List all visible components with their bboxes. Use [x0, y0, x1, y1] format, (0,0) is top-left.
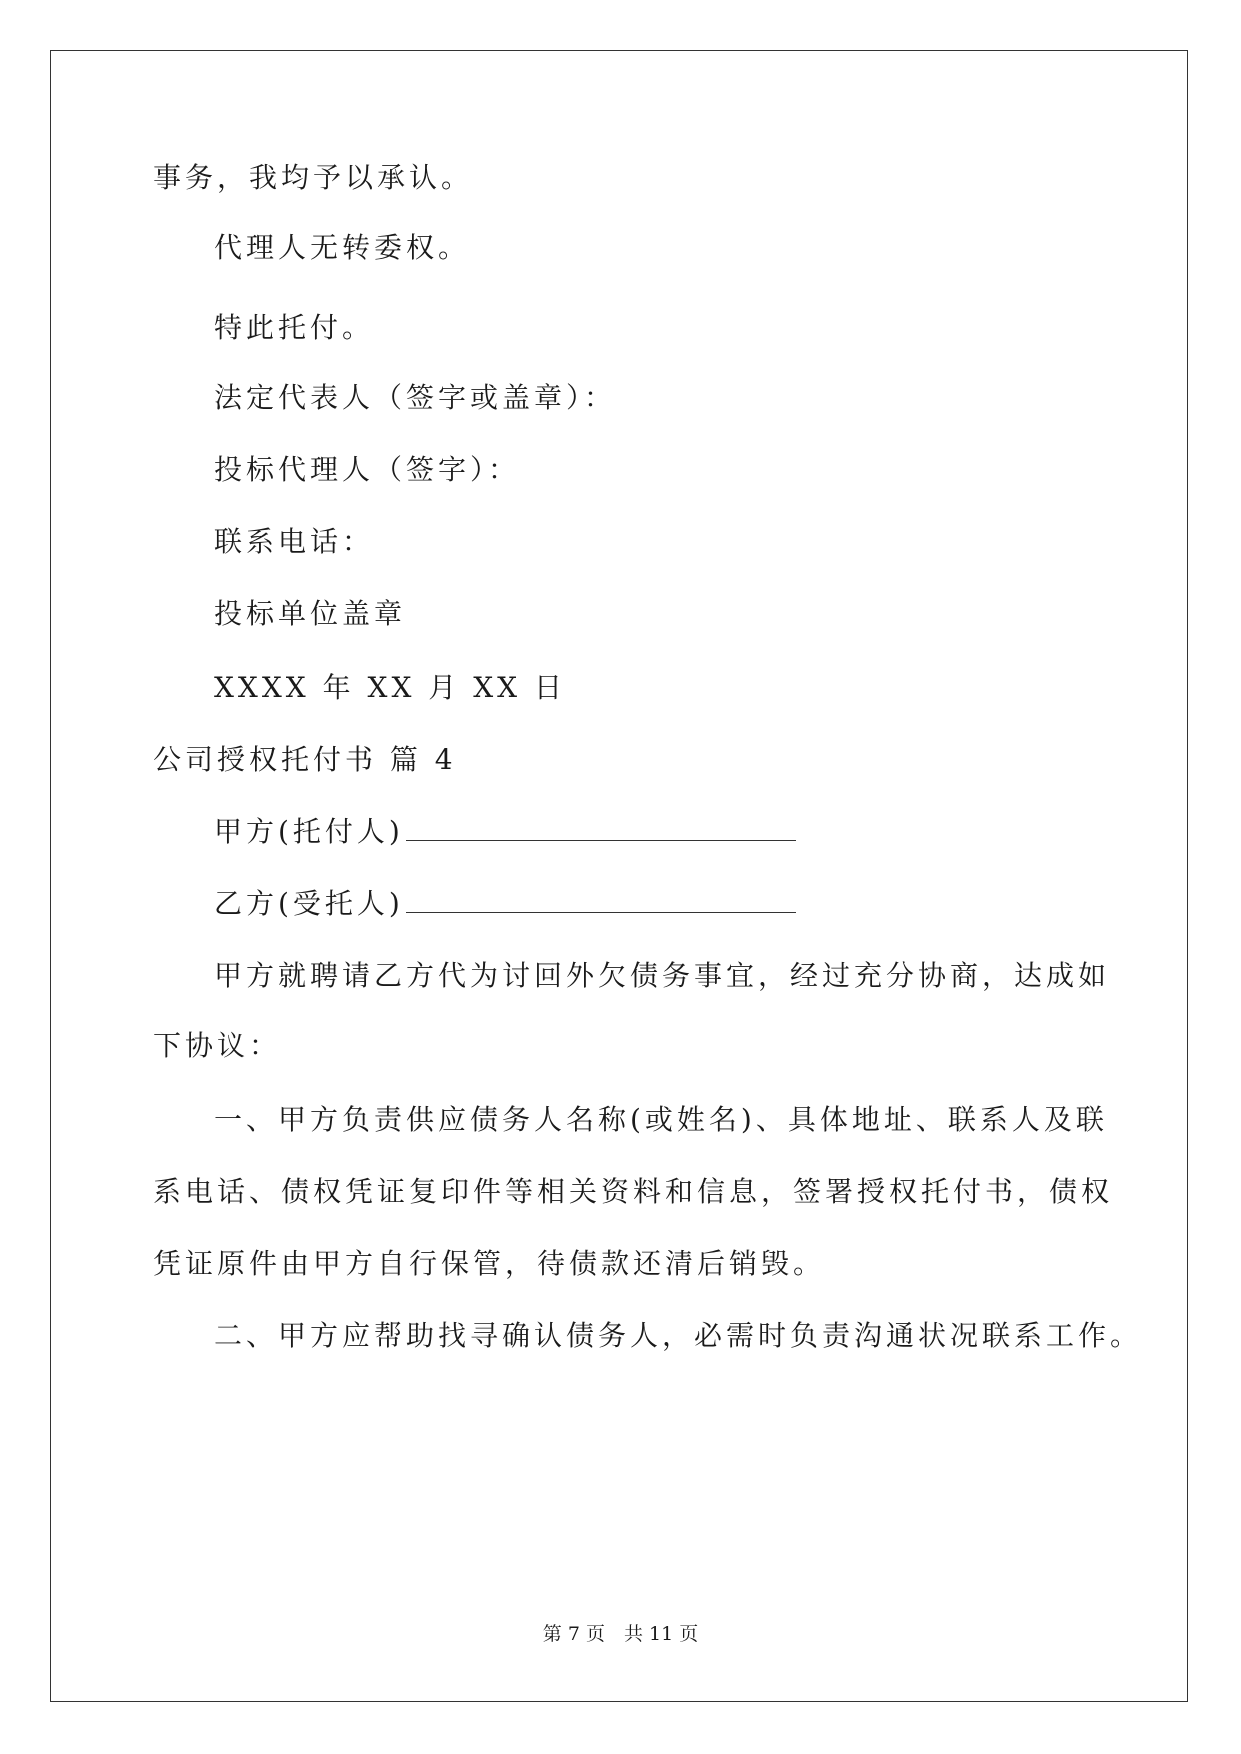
clause-one-cont-1: 系电话、债权凭证复印件等相关资料和信息，签署授权托付书，债权	[153, 1175, 1114, 1208]
page-number-footer: 第 7 页 共 11 页	[542, 1623, 699, 1645]
paragraph-continuation: 事务，我均予以承认。	[153, 161, 474, 194]
party-a-line	[214, 812, 796, 852]
signature-bid-agent: 投标代理人（签字）：	[214, 453, 521, 486]
party-a-blank	[406, 812, 796, 841]
party-b-label: 乙方(受托人)	[214, 887, 404, 920]
clause-one-cont-2: 凭证原件由甲方自行保管，待债款还清后销毁。	[153, 1247, 826, 1280]
section-heading: 公司授权托付书 篇 4	[153, 743, 457, 776]
party-b-line	[214, 884, 796, 924]
page-frame	[50, 50, 1188, 1702]
clause-one: 一、甲方负责供应债务人名称(或姓名)、具体地址、联系人及联	[214, 1103, 1108, 1136]
agreement-intro-cont: 下协议：	[153, 1029, 282, 1062]
bid-unit-seal-label: 投标单位盖章	[214, 597, 407, 630]
paragraph-hereby: 特此托付。	[214, 311, 375, 344]
signature-legal-rep: 法定代表人（签字或盖章）：	[214, 381, 617, 414]
party-a-label: 甲方(托付人)	[214, 815, 404, 848]
clause-two: 二、甲方应帮助找寻确认债务人，必需时负责沟通状况联系工作。	[214, 1319, 1143, 1352]
date-line: XXXX 年 XX 月 XX 日	[214, 671, 566, 704]
agreement-intro: 甲方就聘请乙方代为讨回外欠债务事宜，经过充分协商，达成如	[214, 959, 1111, 992]
paragraph-no-sub-delegation: 代理人无转委权。	[214, 231, 471, 264]
contact-phone-label: 联系电话：	[214, 525, 375, 558]
party-b-blank	[406, 884, 796, 913]
